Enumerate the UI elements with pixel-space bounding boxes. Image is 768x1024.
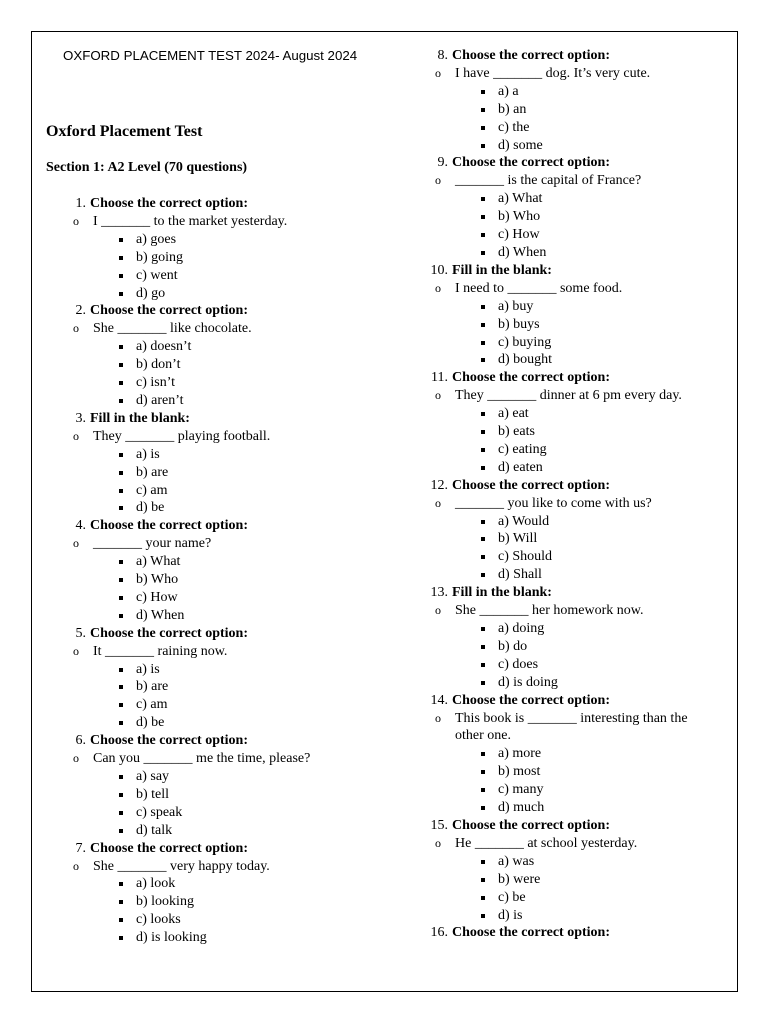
question-heading <box>410 817 710 835</box>
answer-option <box>48 696 378 714</box>
question-item <box>48 732 378 839</box>
question-number: 11. <box>431 370 448 386</box>
question-prompt <box>410 710 710 746</box>
option-text: a) more <box>498 746 542 762</box>
square-bullet-icon <box>119 506 123 510</box>
question-item <box>410 817 710 924</box>
option-text: b) were <box>498 871 541 887</box>
square-bullet-icon <box>481 305 485 309</box>
square-bullet-icon <box>481 126 485 130</box>
option-text: b) looking <box>136 894 194 910</box>
square-bullet-icon <box>119 614 123 618</box>
square-bullet-icon <box>481 251 485 255</box>
option-text: c) eating <box>498 441 547 457</box>
option-text: c) buying <box>498 334 552 350</box>
option-text: d) is looking <box>136 930 207 946</box>
answer-option <box>48 267 378 285</box>
question-item <box>410 584 710 691</box>
answer-option <box>48 446 378 464</box>
square-bullet-icon <box>119 793 123 797</box>
answer-option <box>48 804 378 822</box>
square-bullet-icon <box>481 627 485 631</box>
option-text: a) is <box>136 446 160 462</box>
answer-option <box>48 356 378 374</box>
question-prompt <box>48 535 378 553</box>
question-heading <box>410 924 710 942</box>
option-text: b) Who <box>136 572 179 588</box>
square-bullet-icon <box>481 573 485 577</box>
question-prompt <box>410 602 710 620</box>
square-bullet-icon <box>119 292 123 296</box>
option-text: a) a <box>498 83 519 99</box>
prompt-text: They _______ dinner at 6 pm every day. <box>455 388 682 404</box>
square-bullet-icon <box>119 900 123 904</box>
square-bullet-icon <box>119 811 123 815</box>
square-bullet-icon <box>119 345 123 349</box>
question-heading <box>48 195 378 213</box>
square-bullet-icon <box>119 471 123 475</box>
question-instruction: Choose the correct option: <box>90 518 248 534</box>
question-item <box>48 625 378 732</box>
option-text: b) Will <box>498 531 538 547</box>
square-bullet-icon <box>119 274 123 278</box>
square-bullet-icon <box>481 108 485 112</box>
question-prompt <box>410 172 710 190</box>
square-bullet-icon <box>119 578 123 582</box>
square-bullet-icon <box>481 520 485 524</box>
square-bullet-icon <box>119 936 123 940</box>
question-number: 10. <box>430 262 448 278</box>
option-text: b) do <box>498 638 528 654</box>
prompt-text: Can you _______ me the time, please? <box>93 751 311 767</box>
answer-option <box>410 208 710 226</box>
question-number: 8. <box>437 48 448 63</box>
answer-option <box>410 674 710 692</box>
question-instruction: Fill in the blank: <box>452 262 552 278</box>
answer-option <box>48 482 378 500</box>
option-text: d) bought <box>498 352 553 368</box>
square-bullet-icon <box>481 358 485 362</box>
prompt-text: I _______ to the market yesterday. <box>93 213 288 229</box>
question-instruction: Choose the correct option: <box>452 155 610 171</box>
square-bullet-icon <box>119 685 123 689</box>
answer-option <box>410 853 710 871</box>
question-instruction: Choose the correct option: <box>90 303 248 319</box>
prompt-text: He _______ at school yesterday. <box>455 835 638 851</box>
answer-option <box>48 553 378 571</box>
hollow-bullet-icon: o <box>435 835 441 850</box>
square-bullet-icon <box>119 489 123 493</box>
answer-option <box>410 763 710 781</box>
answer-option <box>410 548 710 566</box>
question-number: 2. <box>75 303 86 319</box>
square-bullet-icon <box>481 197 485 201</box>
answer-option <box>48 285 378 303</box>
square-bullet-icon <box>481 323 485 327</box>
answer-option <box>48 249 378 267</box>
question-item <box>48 302 378 409</box>
hollow-bullet-icon: o <box>73 213 79 228</box>
question-heading <box>48 840 378 858</box>
question-column-right <box>410 47 710 942</box>
question-prompt <box>410 280 710 298</box>
question-item <box>410 369 710 476</box>
question-item <box>48 410 378 517</box>
option-text: a) goes <box>136 231 177 247</box>
answer-option <box>410 190 710 208</box>
option-text: c) the <box>498 119 530 135</box>
question-instruction: Choose the correct option: <box>90 840 248 856</box>
square-bullet-icon <box>481 645 485 649</box>
option-text: b) are <box>136 464 169 480</box>
option-text: c) went <box>136 267 178 283</box>
question-number: 15. <box>430 817 448 833</box>
question-prompt <box>48 643 378 661</box>
option-text: d) is <box>498 907 523 923</box>
question-instruction: Fill in the blank: <box>90 410 190 426</box>
square-bullet-icon <box>119 363 123 367</box>
hollow-bullet-icon: o <box>73 643 79 658</box>
square-bullet-icon <box>119 560 123 564</box>
prompt-text: She _______ her homework now. <box>455 603 644 619</box>
square-bullet-icon <box>481 681 485 685</box>
option-text: a) buy <box>498 298 534 314</box>
answer-option <box>48 911 378 929</box>
question-heading <box>48 625 378 643</box>
question-instruction: Choose the correct option: <box>452 370 610 386</box>
square-bullet-icon <box>119 381 123 385</box>
answer-option <box>48 786 378 804</box>
option-text: c) am <box>136 482 168 498</box>
prompt-text: I have _______ dog. It’s very cute. <box>455 65 651 81</box>
option-text: b) don’t <box>136 357 181 373</box>
answer-option <box>48 231 378 249</box>
hollow-bullet-icon: o <box>435 280 441 295</box>
question-number: 9. <box>437 155 448 171</box>
answer-option <box>48 678 378 696</box>
option-text: d) eaten <box>498 459 543 475</box>
answer-option <box>48 589 378 607</box>
answer-option <box>410 405 710 423</box>
option-text: a) Would <box>498 513 550 529</box>
option-text: d) When <box>136 607 185 623</box>
option-text: b) an <box>498 101 527 117</box>
square-bullet-icon <box>119 453 123 457</box>
question-item <box>410 924 710 942</box>
answer-option <box>48 768 378 786</box>
question-heading <box>410 154 710 172</box>
option-text: c) isn’t <box>136 375 176 391</box>
hollow-bullet-icon: o <box>435 710 441 725</box>
question-item <box>410 154 710 261</box>
answer-option <box>48 929 378 947</box>
option-text: d) is doing <box>498 674 558 690</box>
option-text: a) was <box>498 853 535 869</box>
question-instruction: Choose the correct option: <box>90 625 248 641</box>
question-heading <box>410 584 710 602</box>
answer-option <box>410 745 710 763</box>
prompt-text: I need to _______ some food. <box>455 280 623 296</box>
hollow-bullet-icon: o <box>73 428 79 443</box>
question-heading <box>48 410 378 428</box>
question-heading <box>410 692 710 710</box>
question-instruction: Choose the correct option: <box>452 817 610 833</box>
square-bullet-icon <box>119 256 123 260</box>
option-text: d) be <box>136 715 165 731</box>
square-bullet-icon <box>481 896 485 900</box>
square-bullet-icon <box>119 829 123 833</box>
question-heading <box>410 369 710 387</box>
document-header: OXFORD PLACEMENT TEST 2024- August 2024 <box>63 48 358 63</box>
option-text: a) say <box>136 769 170 784</box>
answer-option <box>410 119 710 137</box>
answer-option <box>48 875 378 893</box>
question-prompt <box>48 750 378 768</box>
prompt-text: It _______ raining now. <box>93 643 228 659</box>
answer-option <box>48 499 378 517</box>
square-bullet-icon <box>119 721 123 725</box>
answer-option <box>48 571 378 589</box>
answer-option <box>410 889 710 907</box>
hollow-bullet-icon: o <box>73 536 79 551</box>
square-bullet-icon <box>119 703 123 707</box>
option-text: a) eat <box>498 406 529 422</box>
hollow-bullet-icon: o <box>435 495 441 510</box>
option-text: d) Shall <box>498 567 542 583</box>
option-text: b) buys <box>498 316 540 332</box>
question-instruction: Choose the correct option: <box>90 196 248 211</box>
prompt-text: She _______ like chocolate. <box>93 321 252 337</box>
hollow-bullet-icon: o <box>435 388 441 403</box>
question-number: 12. <box>430 477 448 493</box>
option-text: a) is <box>136 661 160 677</box>
question-number: 7. <box>75 840 86 856</box>
document-title: Oxford Placement Test <box>46 123 203 140</box>
square-bullet-icon <box>481 555 485 559</box>
question-number: 14. <box>430 692 448 708</box>
square-bullet-icon <box>481 770 485 774</box>
question-number: 1. <box>75 196 86 211</box>
answer-option <box>410 871 710 889</box>
question-instruction: Choose the correct option: <box>90 733 248 749</box>
square-bullet-icon <box>119 668 123 672</box>
option-text: a) What <box>498 191 543 207</box>
question-item <box>48 517 378 624</box>
question-number: 16. <box>430 925 448 941</box>
question-prompt <box>410 387 710 405</box>
question-instruction: Fill in the blank: <box>452 585 552 601</box>
question-item <box>48 195 378 302</box>
question-item <box>410 692 710 817</box>
square-bullet-icon <box>481 806 485 810</box>
square-bullet-icon <box>481 341 485 345</box>
question-number: 3. <box>75 410 86 426</box>
option-text: d) When <box>498 244 547 260</box>
option-text: d) talk <box>136 822 173 838</box>
answer-option <box>410 566 710 584</box>
answer-option <box>410 656 710 674</box>
option-text: c) How <box>136 589 178 605</box>
answer-option <box>410 316 710 334</box>
answer-option <box>410 441 710 459</box>
answer-option <box>410 226 710 244</box>
square-bullet-icon <box>481 860 485 864</box>
question-heading <box>48 732 378 750</box>
option-text: b) eats <box>498 424 535 440</box>
prompt-text: They _______ playing football. <box>93 428 271 444</box>
square-bullet-icon <box>481 878 485 882</box>
prompt-text: She _______ very happy today. <box>93 858 270 874</box>
square-bullet-icon <box>119 399 123 403</box>
answer-option <box>410 799 710 817</box>
question-item <box>48 840 378 947</box>
option-text: d) aren’t <box>136 392 184 408</box>
question-number: 4. <box>75 518 86 534</box>
question-heading <box>410 477 710 495</box>
answer-option <box>48 607 378 625</box>
option-text: c) am <box>136 697 168 713</box>
answer-option <box>410 101 710 119</box>
answer-option <box>410 781 710 799</box>
prompt-text: _______ is the capital of France? <box>455 173 642 189</box>
answer-option <box>410 907 710 925</box>
hollow-bullet-icon: o <box>435 603 441 618</box>
option-text: c) Should <box>498 549 553 565</box>
answer-option <box>410 423 710 441</box>
option-text: c) How <box>498 227 540 243</box>
answer-option <box>48 893 378 911</box>
option-text: b) tell <box>136 786 170 802</box>
option-text: a) doing <box>498 621 545 636</box>
question-item <box>410 262 710 369</box>
question-instruction: Choose the correct option: <box>452 692 610 708</box>
square-bullet-icon <box>481 448 485 452</box>
question-prompt <box>410 495 710 513</box>
section-heading: Section 1: A2 Level (70 questions) <box>46 160 248 175</box>
square-bullet-icon <box>481 430 485 434</box>
answer-option <box>410 83 710 101</box>
question-prompt <box>48 858 378 876</box>
option-text: d) much <box>498 800 545 816</box>
question-prompt <box>48 213 378 231</box>
answer-option <box>410 137 710 155</box>
option-text: a) look <box>136 876 176 892</box>
prompt-text: _______ your name? <box>93 536 212 552</box>
square-bullet-icon <box>481 144 485 148</box>
option-text: b) going <box>136 249 184 265</box>
question-prompt <box>48 428 378 446</box>
option-text: d) be <box>136 500 165 516</box>
option-text: b) most <box>498 764 541 780</box>
hollow-bullet-icon: o <box>73 321 79 336</box>
question-number: 6. <box>75 733 86 749</box>
option-text: a) doesn’t <box>136 339 192 355</box>
answer-option <box>48 714 378 732</box>
square-bullet-icon <box>481 90 485 94</box>
question-heading <box>410 47 710 65</box>
question-number: 13. <box>430 585 448 601</box>
square-bullet-icon <box>481 412 485 416</box>
option-text: a) What <box>136 554 181 570</box>
question-number: 5. <box>75 625 86 641</box>
option-text: c) looks <box>136 912 181 928</box>
answer-option <box>410 530 710 548</box>
option-text: c) does <box>498 656 539 672</box>
answer-option <box>48 338 378 356</box>
prompt-text: This book is _______ interesting than the other one. <box>455 710 688 744</box>
answer-option <box>48 661 378 679</box>
question-prompt <box>48 320 378 338</box>
question-prompt <box>410 65 710 83</box>
answer-option <box>410 244 710 262</box>
square-bullet-icon <box>119 775 123 779</box>
answer-option <box>48 822 378 840</box>
hollow-bullet-icon: o <box>73 858 79 873</box>
hollow-bullet-icon: o <box>435 173 441 188</box>
answer-option <box>48 374 378 392</box>
option-text: c) be <box>498 889 526 905</box>
option-text: b) are <box>136 679 169 695</box>
question-heading <box>48 517 378 535</box>
answer-option <box>48 464 378 482</box>
square-bullet-icon <box>481 233 485 237</box>
option-text: d) go <box>136 285 166 301</box>
question-column-left <box>48 195 378 947</box>
question-instruction: Choose the correct option: <box>452 477 610 493</box>
square-bullet-icon <box>481 914 485 918</box>
question-instruction: Choose the correct option: <box>452 48 610 63</box>
option-text: c) speak <box>136 804 183 820</box>
square-bullet-icon <box>481 537 485 541</box>
question-item <box>410 477 710 584</box>
question-prompt <box>410 835 710 853</box>
option-text: c) many <box>498 782 544 798</box>
answer-option <box>410 459 710 477</box>
question-heading <box>48 302 378 320</box>
answer-option <box>410 638 710 656</box>
square-bullet-icon <box>481 663 485 667</box>
answer-option <box>48 392 378 410</box>
square-bullet-icon <box>481 215 485 219</box>
square-bullet-icon <box>481 752 485 756</box>
question-item <box>410 47 710 154</box>
answer-option <box>410 334 710 352</box>
square-bullet-icon <box>481 466 485 470</box>
square-bullet-icon <box>119 596 123 600</box>
hollow-bullet-icon: o <box>435 65 441 80</box>
answer-option <box>410 298 710 316</box>
square-bullet-icon <box>119 882 123 886</box>
question-instruction: Choose the correct option: <box>452 925 610 941</box>
option-text: b) Who <box>498 209 541 225</box>
square-bullet-icon <box>119 918 123 922</box>
answer-option <box>410 351 710 369</box>
question-heading <box>410 262 710 280</box>
hollow-bullet-icon: o <box>73 751 79 766</box>
square-bullet-icon <box>481 788 485 792</box>
option-text: d) some <box>498 137 543 153</box>
square-bullet-icon <box>119 238 123 242</box>
answer-option <box>410 513 710 531</box>
prompt-text: _______ you like to come with us? <box>455 495 652 511</box>
answer-option <box>410 620 710 638</box>
